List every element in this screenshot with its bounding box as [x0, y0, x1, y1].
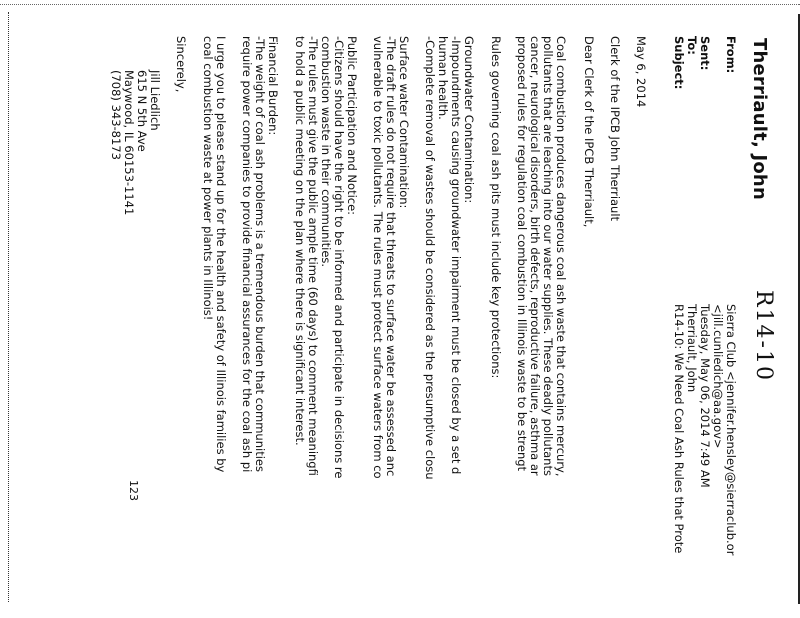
participation-line: -The rules must give the public ample time (60 days) to comment meaningfi	[306, 36, 320, 476]
participation-line: -Citizens should have the right to be informed and participate in decisions re	[332, 36, 346, 479]
intro-line: cancer, neurological disorders, birth defects, reproductive failure, asthma ar	[528, 36, 542, 476]
signature-address: 615 N 5th Ave	[135, 70, 149, 152]
surface-line: vulnerable to toxic pollutants. The rules must protect surface waters from co	[371, 36, 385, 479]
page-number: 123	[127, 480, 140, 501]
financial-heading: Financial Burden:	[266, 36, 280, 136]
doc-number: R14-10	[751, 290, 776, 382]
intro-line: pollutants that are leaching into our water supplies. These deadly pollutants	[541, 36, 555, 476]
surface-line: -The draft rules do not require that threats to surface water be assessed anc	[384, 36, 398, 477]
groundwater-line: human health.	[436, 36, 450, 120]
intro-line: Coal combustion produces dangerous coal ash waste that contains mercury,	[554, 36, 568, 477]
scan-edge	[0, 4, 800, 5]
groundwater-line: -Complete removal of wastes should be considered as the presumptive closu	[423, 36, 437, 480]
sender-name: Therriault, John	[749, 38, 770, 200]
participation-line: to hold a public meeting on the plan where there is significant interest.	[293, 36, 307, 446]
recipient: Clerk of the IPCB John Therriault	[608, 36, 622, 222]
signature-phone: (708) 343-8173	[109, 70, 123, 160]
signoff: Sincerely,	[174, 36, 188, 93]
groundwater-heading: Groundwater Contamination:	[462, 36, 476, 204]
financial-line: -The weight of coal ash problems is a tremendous burden that communities	[253, 36, 267, 472]
scanned-letter-page: Therriault, John R14-10 From: Sierra Club <jennifer.hensley@sierraclub.or <jill.cunliedich@aa.gov> Sent: Tuesday, May 06, 2014 7:49 AM To: Therriault, John Subject: R14-10: We Need Coal Ash Rules that Prote May 6, 2014 Clerk of the IPCB John Therriault Dear Clerk of the IPCB Therriault, Coal combustion produces dangerous coal ash waste that contains mercury, pollutants that are leaching into our water supplies. These deadly pollutants cancer, neurological disorders, birth defects, reproductive failure, asthma ar proposed rules for regulation coal combustion in Illinois waste to be strengt Rules governing coal ash pits must include key protections: Groundwater Contamination: -Impoundments causing groundwater impairment must be closed by a set d human health. -Complete removal of wastes should be considered as the presumptive closu Surface water Contamination: -The draft rules do not require that threats to surface water be assessed anc vulnerable to toxic pollutants. The rules must protect surface waters from co Public Participation and Notice: -Citizens should have the right to be informed and participate in decisions re combustion waste in their communities. -The rules must give the public ample time (60 days) to comment meaningfi to hold a public meeting on the plan where there is significant interest. Financial Burden: -The weight of coal ash problems is a tremendous burden that communities require power companies to provide financial assurances for the coal ash pi I urge you to please stand up for the health and safety of Illinois families by coal combustion waste at power plants in Illinois! Sincerely, Jill Liedlich 615 N 5th Ave Maywood, IL 60153-1141 (708) 343-8173 123	[0, 0, 800, 618]
letter-date: May 6, 2014	[634, 36, 648, 108]
bottom-rule	[7, 12, 9, 602]
closing-line: coal combustion waste at power plants in Illinois!	[201, 36, 215, 321]
signature-name: Jill Liedlich	[148, 70, 162, 131]
intro-line: proposed rules for regulation coal combustion in Illinois waste to be strengt	[515, 36, 529, 472]
participation-line: combustion waste in their communities.	[319, 36, 333, 268]
surface-heading: Surface water Contamination:	[397, 36, 411, 209]
groundwater-line: -Impoundments causing groundwater impairment must be closed by a set d	[449, 36, 463, 475]
salutation: Dear Clerk of the IPCB Therriault,	[582, 36, 596, 228]
signature-city: Maywood, IL 60153-1141	[122, 70, 136, 216]
financial-line: require power companies to provide financial assurances for the coal ash pi	[240, 36, 254, 473]
closing-line: I urge you to please stand up for the health and safety of Illinois families by	[214, 36, 228, 473]
rules-line: Rules governing coal ash pits must include key protections:	[489, 36, 503, 379]
participation-heading: Public Participation and Notice:	[345, 36, 359, 216]
